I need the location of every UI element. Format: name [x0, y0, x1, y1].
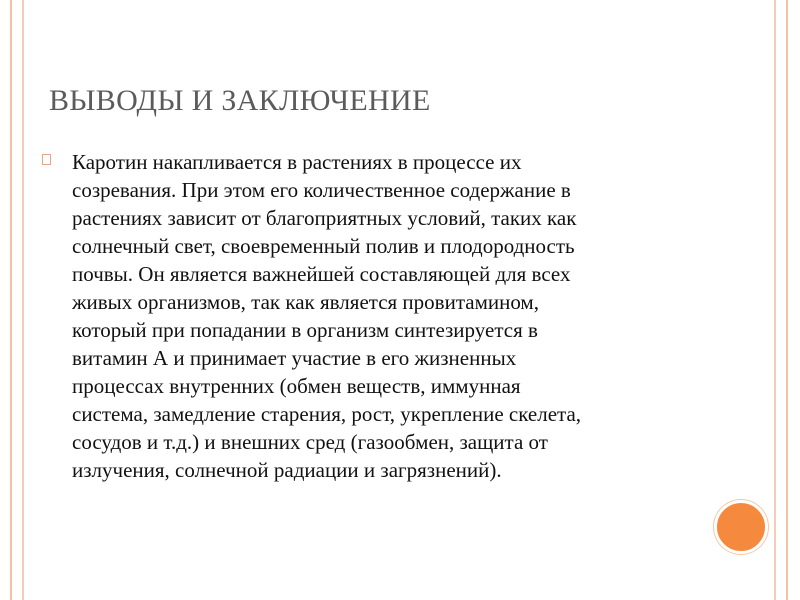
bullet-text: Каротин накапливается в растениях в процессе их созревания. При этом его количественное содержание в растениях зависит от благоприятных условий, таких как солнечный свет, своевременный полив и плодородность почвы. Он является важнейшей составляющей для всех живых организмов, так как является провитамином, который при попадании в организм синтезируется в витамин А и принимает участие в его жизненных процессах внутренних (обмен веществ, иммунная система, замедление старения, рост, укрепление скелета, сосудов и т.д.) и внешних сред (газообмен, защита от излучения, солнечной радиации и загрязнений).: [72, 150, 582, 482]
bullet-item: [42, 148, 692, 484]
frame-line-left-outer: [10, 0, 12, 600]
slide-content: [42, 148, 692, 484]
slide-title: ВЫВОДЫ И ЗАКЛЮЧЕНИЕ: [49, 84, 431, 117]
accent-circle: [714, 500, 768, 554]
bullet-marker: [42, 148, 72, 165]
bullet-square-icon: [42, 154, 51, 165]
frame-line-right-outer: [786, 0, 788, 600]
frame-line-right-inner: [774, 0, 776, 600]
frame-line-left-inner: [22, 0, 24, 600]
